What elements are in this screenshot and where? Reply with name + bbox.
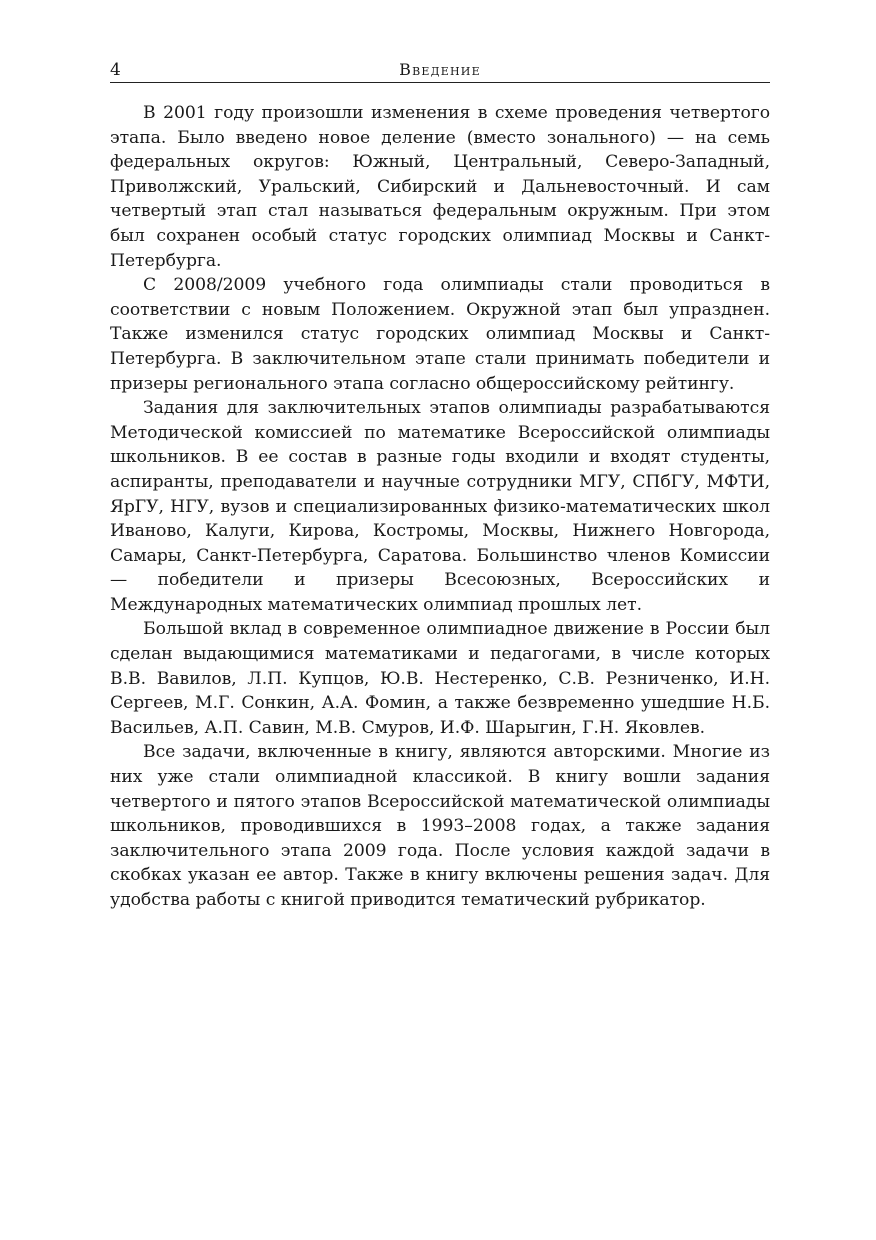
page-number: 4 <box>110 60 121 80</box>
paragraph: Все задачи, включенные в книгу, являются авторскими. Многие из них уже стали олимпиадной классикой. В книгу вошли задания четвертого и пятого этапов Всероссийской математической олимпиады школьников, проводившихся в 1993–2008 годах, а также задания заключительного этапа 2009 года. После условия каждой задачи в скобках указан ее автор. Также в книгу включены решения задач. Для удобства работы с книгой приводится тематический рубрикатор. <box>110 742 770 910</box>
body-text <box>110 101 770 913</box>
paragraph: Большой вклад в современное олимпиадное движение в России был сделан выдающимися математиками и педагогами, в числе которых В.В. Вавилов, Л.П. Купцов, Ю.В. Нестеренко, С.В. Резниченко, И.Н. Сергеев, М.Г. Сонкин, А.А. Фомин, а также безвременно ушедшие Н.Б. Васильев, А.П. Савин, М.В. Смуров, И.Ф. Шарыгин, Г.Н. Яковлев. <box>110 619 770 738</box>
paragraph: В 2001 году произошли изменения в схеме проведения четвертого этапа. Было введено новое деление (вместо зонального) — на семь федеральных округов: Южный, Центральный, Северо-Западный, Приволжский, Уральский, Сибирский и Дальневосточный. И сам четвертый этап стал называться федеральным окружным. При этом был сохранен особый статус городских олимпиад Москвы и Санкт-Петербурга. <box>110 103 770 271</box>
paragraph: Задания для заключительных этапов олимпиады разрабатываются Методической комиссией по математике Всероссийской олимпиады школьников. В ее состав в разные годы входили и входят студенты, аспиранты, преподаватели и научные сотрудники МГУ, СПбГУ, МФТИ, ЯрГУ, НГУ, вузов и специализированных физико-математических школ Иваново, Калуги, Кирова, Костромы, Москвы, Нижнего Новгорода, Самары, Санкт-Петербурга, Саратова. Большинство членов Комиссии — победители и призеры Всесоюзных, Всероссийских и Международных математических олимпиад прошлых лет. <box>110 398 770 615</box>
running-title: Введение <box>399 60 481 79</box>
page-header <box>110 60 770 83</box>
paragraph: С 2008/2009 учебного года олимпиады стали проводиться в соответствии с новым Положением. Окружной этап был упразднен. Также изменился статус городских олимпиад Москвы и Санкт-Петербурга. В заключительном этапе стали принимать победители и призеры регионального этапа согласно общероссийскому рейтингу. <box>110 275 770 394</box>
